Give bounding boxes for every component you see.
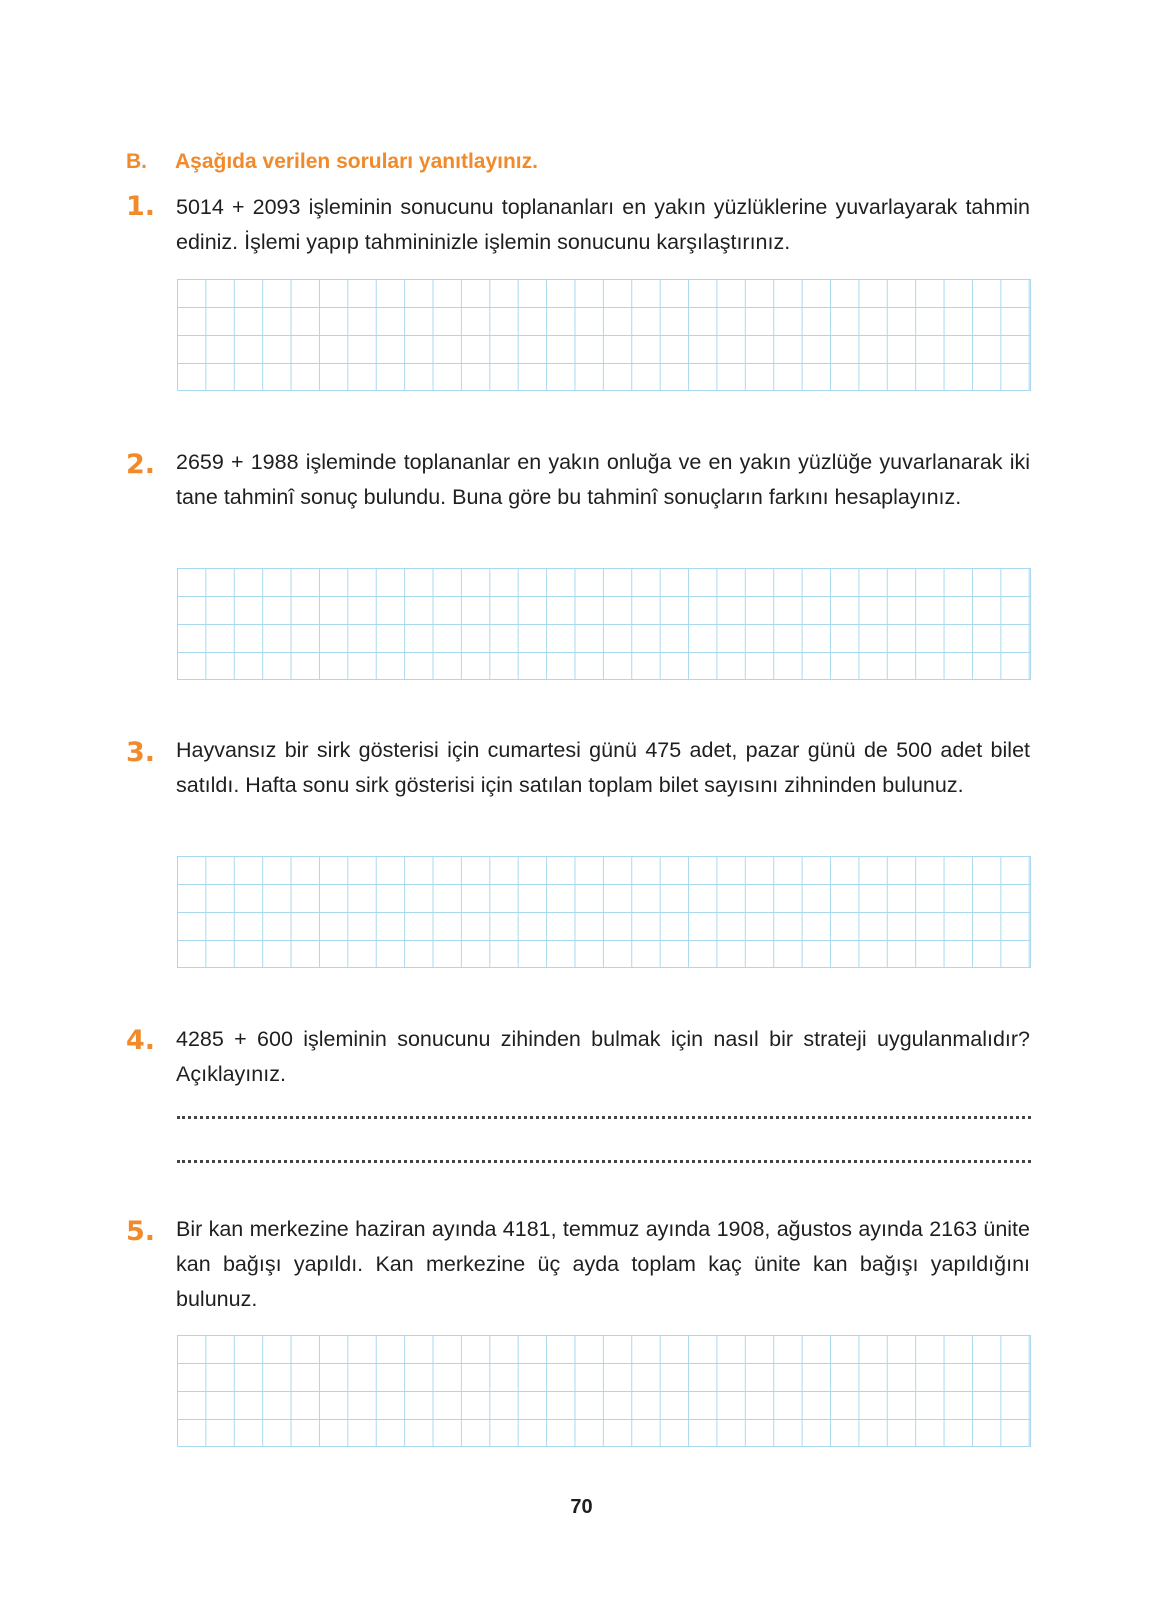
- question-number: 4.: [126, 1025, 156, 1056]
- answer-grid[interactable]: [177, 279, 1031, 391]
- answer-line[interactable]: [177, 1116, 1031, 1119]
- answer-grid[interactable]: [177, 568, 1031, 680]
- question-text: Bir kan merkezine haziran ayında 4181, temmuz ayında 1908, ağustos ayında 2163 ünite kan bağışı yapıldı. Kan merkezine üç ayda toplam kaç ünite kan bağışı yapıldığını bulunuz.: [176, 1217, 1030, 1311]
- question-text: 4285 + 600 işleminin sonucunu zihinden bulmak için nasıl bir strateji uygulanmalıdır? Açıklayınız.: [176, 1027, 1030, 1086]
- question-text: 2659 + 1988 işleminde toplananlar en yakın onluğa ve en yakın yüzlüğe yuvarlanarak iki tane tahminî sonuç bulundu. Buna göre bu tahminî sonuçların farkını hesaplayınız.: [176, 450, 1030, 509]
- question-text: Hayvansız bir sirk gösterisi için cumartesi günü 475 adet, pazar günü de 500 adet bilet satıldı. Hafta sonu sirk gösterisi için satılan toplam bilet sayısını zihninden bulunuz.: [176, 738, 1030, 797]
- page-number: 70: [570, 1496, 593, 1518]
- answer-grid[interactable]: [177, 856, 1031, 968]
- question-number: 3.: [126, 737, 156, 768]
- question-text: 5014 + 2093 işleminin sonucunu toplananları en yakın yüzlüklerine yuvarlayarak tahmin ediniz. İşlemi yapıp tahmininizle işlemin sonucunu karşılaştırınız.: [176, 195, 1030, 254]
- question-number: 2.: [126, 449, 156, 480]
- question-number: 5.: [126, 1216, 156, 1247]
- question-number: 1.: [126, 191, 156, 222]
- answer-line[interactable]: [177, 1160, 1031, 1163]
- answer-grid[interactable]: [177, 1335, 1031, 1447]
- section-letter: B.: [126, 150, 147, 173]
- section-header: [126, 150, 538, 174]
- section-title: Aşağıda verilen soruları yanıtlayınız.: [175, 150, 538, 173]
